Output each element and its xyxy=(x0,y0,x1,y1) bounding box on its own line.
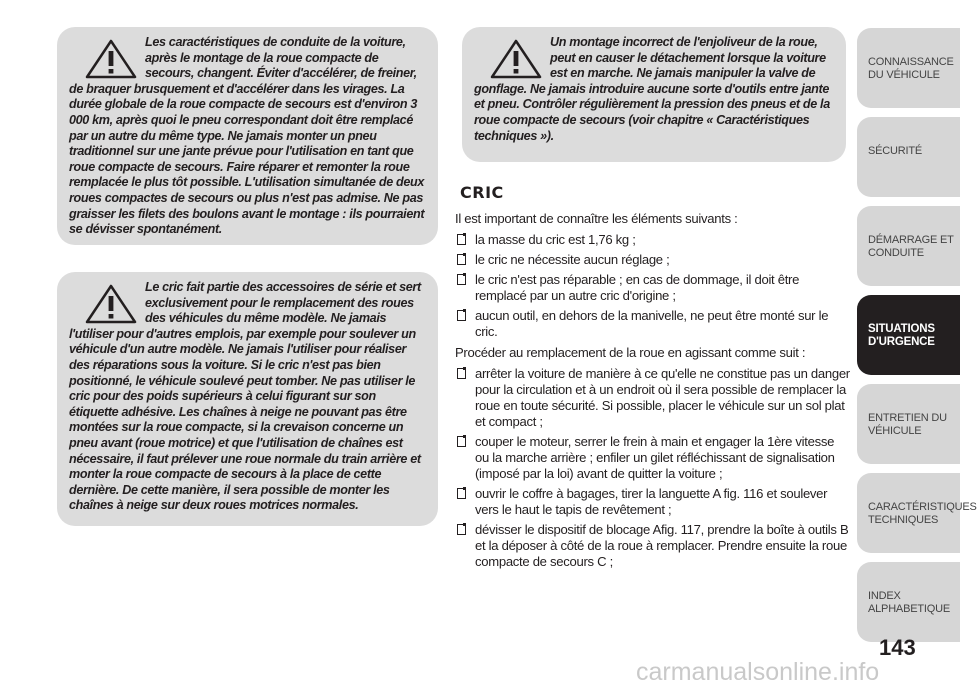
list-item: le cric n'est pas réparable ; en cas de dommage, il doit être remplacé par un autre cric d'origine ; xyxy=(455,272,850,304)
warning-text: Les caractéristiques de conduite de la voiture, après le montage de la roue compacte de secours, changent. Éviter d'accélérer, de freiner, de braquer brusquement et d'accélérer dans les virages. La durée globale de la roue compacte de secours est d'environ 3 000 km, après quoi le pneu correspondant doit être remplacé par un autre du même type. Ne jamais monter un pneu traditionnel sur une jante prévue pour l'utilisation en tant que roue compacte de secours. Faire réparer et remonter la roue remplacée le plus tôt possible. L'utilisation simultanée de deux roues compactes de secours ou plus n'est pas admise. Ne pas graisser les filets des boulons avant le montage : ils pourraient se dévisser spontanément. xyxy=(69,35,425,237)
tab-connaissance-du-vehicule[interactable]: CONNAISSANCE DU VÉHICULE xyxy=(857,28,960,108)
tab-entretien-du-vehicule[interactable]: ENTRETIEN DU VÉHICULE xyxy=(857,384,960,464)
tab-demarrage-et-conduite[interactable]: DÉMARRAGE ET CONDUITE xyxy=(857,206,960,286)
warning-box-2 xyxy=(57,272,438,526)
warning-box-3 xyxy=(462,27,846,162)
section-title: CRIC xyxy=(460,183,504,202)
list-item: le cric ne nécessite aucun réglage ; xyxy=(455,252,850,268)
warning-triangle-icon xyxy=(85,39,137,79)
list-item: la masse du cric est 1,76 kg ; xyxy=(455,232,850,248)
checkbox-bullet-icon xyxy=(457,274,466,285)
checkbox-bullet-icon xyxy=(457,254,466,265)
chapter-tabs xyxy=(857,28,977,651)
tab-securite[interactable]: SÉCURITÉ xyxy=(857,117,960,197)
checkbox-bullet-icon xyxy=(457,436,466,447)
list-item: couper le moteur, serrer le frein à main et engager la 1ère vitesse ou la marche arrière ; enfiler un gilet réfléchissant de signalisation (imposé par la loi) avant de quitter la voiture ; xyxy=(455,434,850,482)
info-list xyxy=(455,232,850,340)
list-item: dévisser le dispositif de blocage Afig. 117, prendre la boîte à outils B et la déposer à côté de la roue à remplacer. Prendre ensuite la roue compacte de secours C ; xyxy=(455,522,850,570)
warning-triangle-icon xyxy=(490,39,542,79)
cric-section xyxy=(455,185,850,575)
page-number: 143 xyxy=(879,635,916,660)
checkbox-bullet-icon xyxy=(457,488,466,499)
tab-caracteristiques-techniques[interactable]: CARACTÉRISTIQUES TECHNIQUES xyxy=(857,473,960,553)
watermark: carmanualsonline.info xyxy=(636,658,880,686)
checkbox-bullet-icon xyxy=(457,310,466,321)
warning-text: Le cric fait partie des accessoires de série et sert exclusivement pour le remplacement des roues des véhicules du même modèle. Ne jamais l'utiliser pour d'autres emplois, par exemple pour soulever un véhicule d'un autre modèle. Ne jamais l'utiliser pour réaliser des réparations sous la voiture. Si le cric n'est pas bien positionné, le véhicule soulevé peut tomber. Ne pas utiliser le cric pour des poids supérieurs à celui figurant sur son étiquette adhésive. Les chaînes à neige ne pouvant pas être montées sur la roue compacte, si la crevaison concerne un pneu avant (roue motrice) et que l'utilisation de chaînes est nécessaire, il faut prélever une roue normale du train arrière et monter la roue compacte de secours à la place de cette dernière. De cette manière, il sera possible de monter les chaînes à neige sur deux roues motrices normales. xyxy=(69,280,421,513)
procedure-intro: Procéder au remplacement de la roue en agissant comme suit : xyxy=(455,345,806,360)
tab-index-alphabetique[interactable]: INDEX ALPHABETIQUE xyxy=(857,562,960,642)
list-item: ouvrir le coffre à bagages, tirer la languette A fig. 116 et soulever vers le haut le tapis de revêtement ; xyxy=(455,486,850,518)
list-item: arrêter la voiture de manière à ce qu'elle ne constitue pas un danger pour la circulation et à un endroit où il sera possible de remplacer la roue en toute sécurité. Si possible, placer le véhicule sur un sol plat et compact ; xyxy=(455,366,850,430)
checkbox-bullet-icon xyxy=(457,524,466,535)
warning-text: Un montage incorrect de l'enjoliveur de la roue, peut en causer le détachement lorsque la voiture est en marche. Ne jamais manipuler la valve de gonflage. Ne jamais introduire aucune sorte d'outils entre jante et pneu. Contrôler régulièrement la pression des pneus et de la roue compacte de secours (voir chapitre « Caractéristiques techniques »). xyxy=(474,35,830,143)
checkbox-bullet-icon xyxy=(457,234,466,245)
warning-triangle-icon xyxy=(85,284,137,324)
warning-box-1 xyxy=(57,27,438,245)
section-intro: Il est important de connaître les éléments suivants : xyxy=(455,211,738,226)
checkbox-bullet-icon xyxy=(457,368,466,379)
tab-situations-d-urgence[interactable]: SITUATIONS D'URGENCE xyxy=(857,295,960,375)
steps-list xyxy=(455,366,850,570)
list-item: aucun outil, en dehors de la manivelle, ne peut être monté sur le cric. xyxy=(455,308,850,340)
